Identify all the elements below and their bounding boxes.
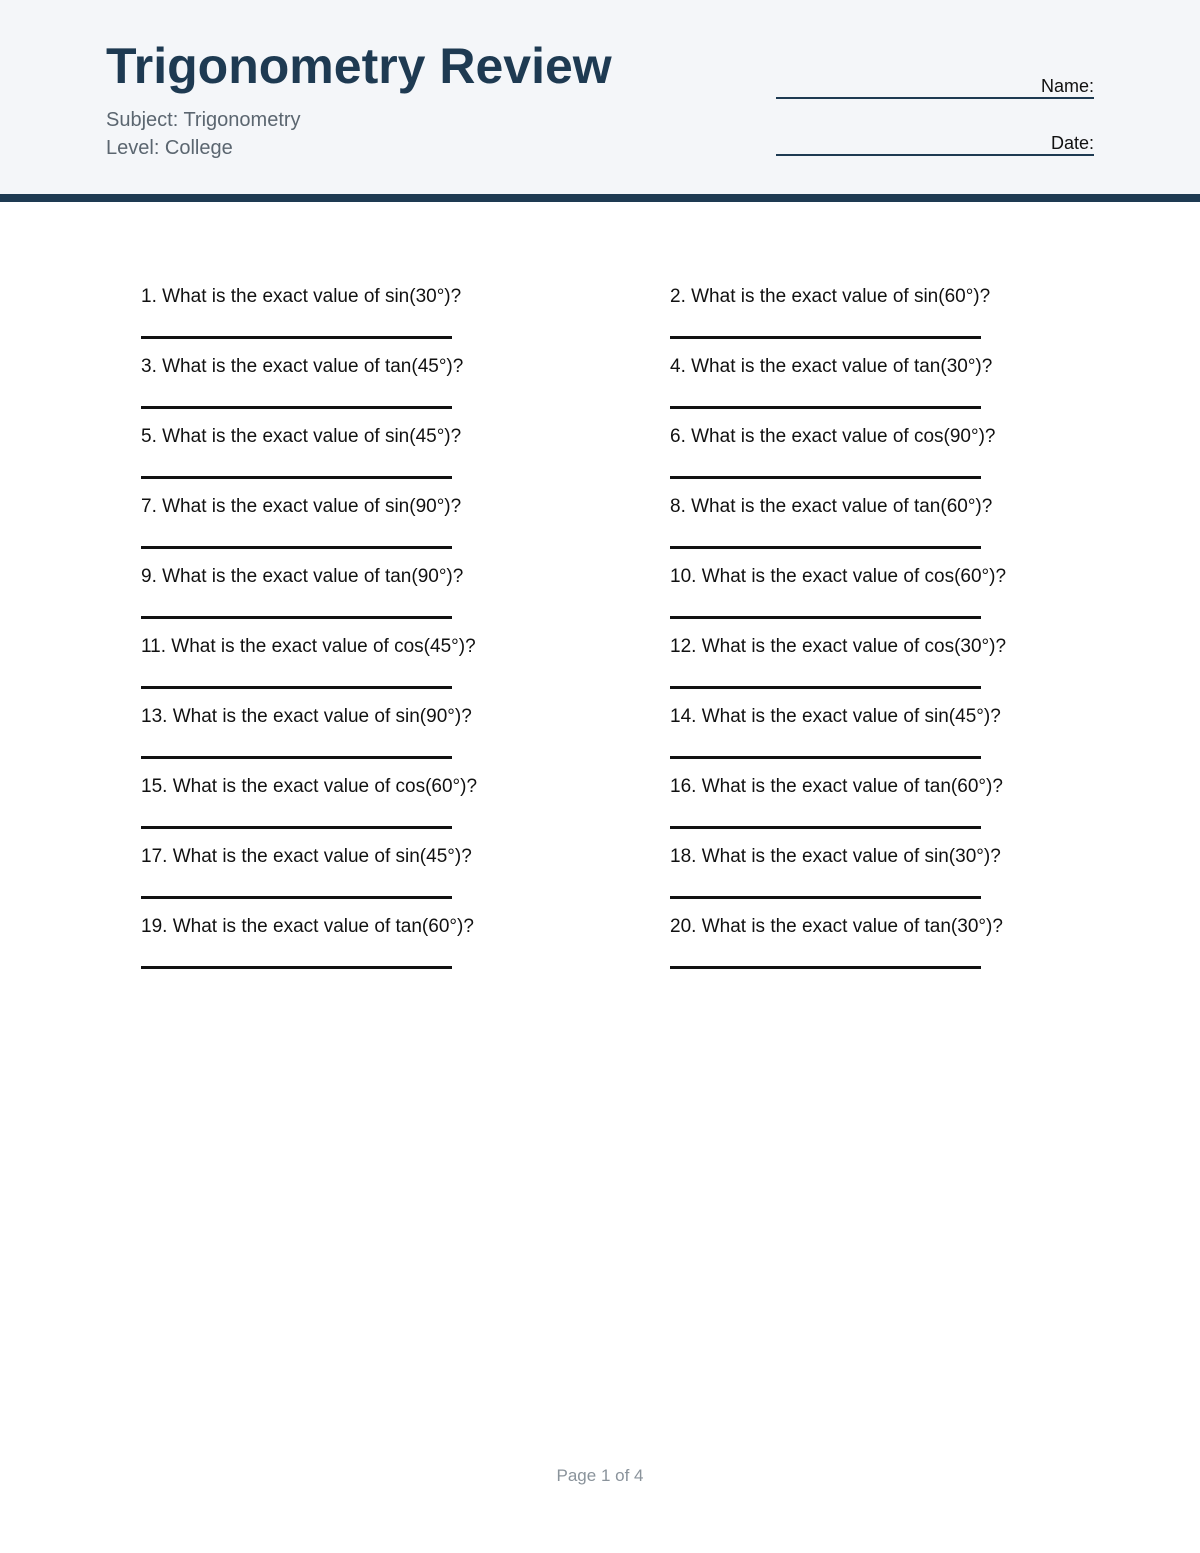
question-text: 19. What is the exact value of tan(60°)? — [141, 916, 474, 937]
question-item — [670, 775, 1090, 845]
question-text: 11. What is the exact value of cos(45°)? — [141, 636, 476, 657]
page-number: Page 1 of 4 — [556, 1466, 644, 1485]
question-item — [141, 355, 670, 425]
worksheet-header — [0, 0, 1200, 194]
question-item — [670, 425, 1090, 495]
answer-line[interactable] — [141, 616, 452, 619]
question-item — [670, 915, 1090, 985]
question-item — [141, 705, 670, 775]
answer-line[interactable] — [670, 546, 981, 549]
answer-line[interactable] — [670, 826, 981, 829]
question-text: 15. What is the exact value of cos(60°)? — [141, 776, 478, 797]
question-text: 2. What is the exact value of sin(60°)? — [670, 286, 991, 307]
name-label: Name: — [1040, 76, 1094, 96]
question-text: 8. What is the exact value of tan(60°)? — [670, 496, 993, 517]
question-list — [141, 285, 1090, 985]
answer-line[interactable] — [141, 336, 452, 339]
question-text: 3. What is the exact value of tan(45°)? — [141, 356, 464, 377]
question-item — [670, 355, 1090, 425]
answer-line[interactable] — [670, 336, 981, 339]
answer-line[interactable] — [141, 686, 452, 689]
question-item — [141, 425, 670, 495]
question-item — [141, 845, 670, 915]
name-field[interactable] — [776, 75, 1094, 99]
answer-line[interactable] — [141, 966, 452, 969]
answer-line[interactable] — [670, 616, 981, 619]
answer-line[interactable] — [141, 756, 452, 759]
header-divider — [0, 194, 1200, 202]
question-item — [141, 915, 670, 985]
question-text: 7. What is the exact value of sin(90°)? — [141, 496, 462, 517]
worksheet-title: Trigonometry Review — [106, 38, 612, 94]
answer-line[interactable] — [141, 406, 452, 409]
answer-line[interactable] — [670, 406, 981, 409]
answer-line[interactable] — [141, 826, 452, 829]
question-item — [141, 565, 670, 635]
question-text: 13. What is the exact value of sin(90°)? — [141, 706, 472, 727]
date-field[interactable] — [776, 132, 1094, 156]
question-text: 16. What is the exact value of tan(60°)? — [670, 776, 1003, 797]
question-item — [141, 775, 670, 845]
answer-line[interactable] — [670, 756, 981, 759]
answer-line[interactable] — [141, 546, 452, 549]
answer-line[interactable] — [670, 966, 981, 969]
question-text: 18. What is the exact value of sin(30°)? — [670, 846, 1001, 867]
question-text: 5. What is the exact value of sin(45°)? — [141, 426, 462, 447]
question-text: 9. What is the exact value of tan(90°)? — [141, 566, 464, 587]
question-item — [670, 845, 1090, 915]
answer-line[interactable] — [670, 896, 981, 899]
question-item — [670, 705, 1090, 775]
question-item — [670, 495, 1090, 565]
question-text: 6. What is the exact value of cos(90°)? — [670, 426, 996, 447]
question-text: 10. What is the exact value of cos(60°)? — [670, 566, 1007, 587]
question-item — [670, 565, 1090, 635]
answer-line[interactable] — [141, 896, 452, 899]
date-label: Date: — [1050, 133, 1094, 153]
answer-line[interactable] — [141, 476, 452, 479]
question-text: 17. What is the exact value of sin(45°)? — [141, 846, 472, 867]
question-text: 20. What is the exact value of tan(30°)? — [670, 916, 1003, 937]
answer-line[interactable] — [670, 476, 981, 479]
question-item — [670, 635, 1090, 705]
question-item — [141, 495, 670, 565]
subject-label: Subject: Trigonometry — [106, 109, 301, 131]
question-text: 4. What is the exact value of tan(30°)? — [670, 356, 993, 377]
question-text: 14. What is the exact value of sin(45°)? — [670, 706, 1001, 727]
answer-line[interactable] — [670, 686, 981, 689]
question-item — [670, 285, 1090, 355]
question-text: 12. What is the exact value of cos(30°)? — [670, 636, 1007, 657]
question-item — [141, 285, 670, 355]
level-label: Level: College — [106, 137, 233, 159]
question-item — [141, 635, 670, 705]
question-text: 1. What is the exact value of sin(30°)? — [141, 286, 462, 307]
